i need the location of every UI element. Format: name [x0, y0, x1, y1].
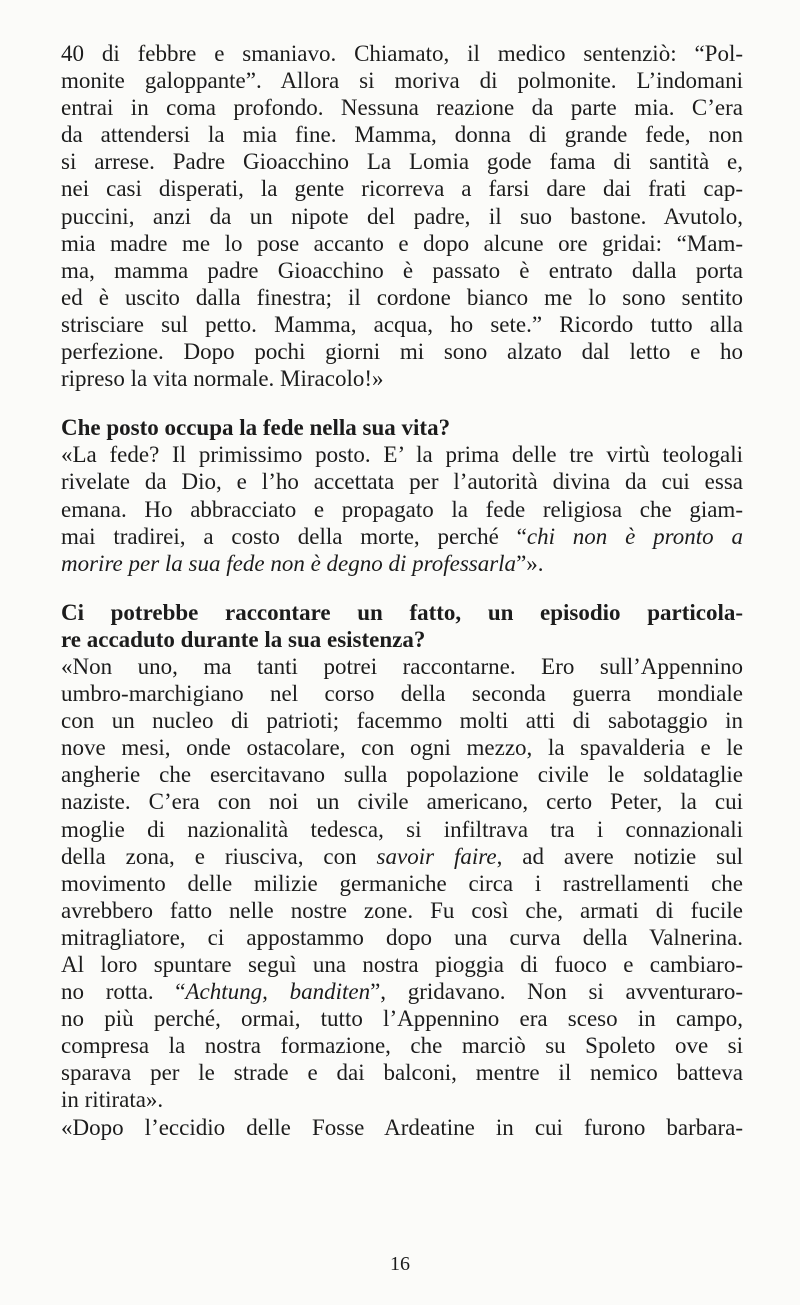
text-line: puccini, anzi da un nipote del padre, il suo bastone. Avutolo,	[61, 203, 743, 229]
text-line: entrai in coma profondo. Nessuna reazione da parte mia. C’era	[61, 95, 743, 121]
paragraph-4	[61, 1114, 743, 1141]
text-line: ed è uscito dalla finestra; il cordone bianco me lo sono sentito	[61, 284, 743, 310]
text-line: da attendersi la mia fine. Mamma, donna di grande fede, non	[61, 122, 743, 148]
text-line: compresa la nostra formazione, che marciò su Spoleto ove si	[61, 1033, 743, 1059]
text-line: avrebbero fatto nelle nostre zone. Fu così che, armati di fucile	[61, 897, 743, 923]
paragraph-2	[61, 441, 743, 576]
text-line: si arrese. Padre Gioacchino La Lomia gode fama di santità e,	[61, 149, 743, 175]
text-line: angherie che esercitavano sulla popolazione civile le soldataglie	[61, 762, 743, 788]
text-line: perfezione. Dopo pochi giorni mi sono alzato dal letto e ho	[61, 339, 743, 365]
text-line: sparava per le strade e dai balconi, mentre il nemico batteva	[61, 1060, 743, 1086]
text-line: Al loro spuntare seguì una nostra pioggia di fuoco e cambiaro-	[61, 952, 743, 977]
text-line: mia madre me lo pose accanto e dopo alcune ore gridai: “Mam-	[61, 230, 743, 256]
italic-phrase: savoir faire	[376, 843, 497, 869]
text-line: strisciare sul petto. Mamma, acqua, ho sete.” Ricordo tutto alla	[61, 311, 743, 337]
text-line: in ritirata».	[61, 1087, 164, 1113]
paragraph-3	[61, 653, 743, 1114]
text-line: naziste. C’era con noi un civile americano, certo Peter, la cui	[61, 789, 743, 815]
text-line: nove mesi, onde ostacolare, con ogni mezzo, la spavalderia e le	[61, 735, 743, 761]
text-line: mitragliatore, ci appostammo dopo una curva della Valnerina.	[61, 924, 743, 950]
text-line: «Non uno, ma tanti potrei raccontarne. Ero sull’Appennino	[61, 653, 743, 679]
page-text	[61, 40, 743, 1141]
text-line: rivelate da Dio, e l’ho accettata per l’autorità divina da cui essa	[61, 469, 743, 495]
text-line: «La fede? Il primissimo posto. E’ la prima delle tre virtù teologali	[61, 442, 743, 468]
text-line: della zona, e riusciva, con savoir faire, ad avere notizie sul	[61, 843, 744, 869]
text-line: no più perché, ormai, tutto l’Appennino era sceso in campo,	[61, 1006, 743, 1032]
page-number: 16	[390, 1253, 410, 1275]
italic-quote: morire per la sua fede non è degno di professarla	[61, 550, 517, 576]
text-line: umbro-marchigiano nel corso della seconda guerra mondiale	[61, 681, 743, 707]
text-line: emana. Ho abbracciato e propagato la fede religiosa che giam-	[61, 496, 743, 522]
text-line: 40 di febbre e smaniavo. Chiamato, il medico sentenziò: “Pol-	[61, 41, 743, 66]
text-line: morire per la sua fede non è degno di professarla”».	[61, 550, 544, 576]
heading-line: re accaduto durante la sua esistenza?	[61, 626, 426, 652]
text-line: ripreso la vita normale. Miracolo!»	[61, 366, 384, 392]
text-line: con un nucleo di patrioti; facemmo molti atti di sabotaggio in	[61, 708, 743, 734]
text-line: nei casi disperati, la gente ricorreva a farsi dare dai frati cap-	[61, 176, 743, 202]
text-line: moglie di nazionalità tedesca, si infiltrava tra i connazionali	[61, 816, 743, 842]
text-line: no rotta. “Achtung, banditen”, gridavano. Non si avventuraro-	[61, 979, 743, 1005]
italic-quote: chi non è pronto a	[526, 523, 744, 549]
heading-line: Ci potrebbe raccontare un fatto, un episodio particola-	[61, 599, 743, 625]
text-line: movimento delle milizie germaniche circa i rastrellamenti che	[61, 870, 743, 896]
text-line: ma, mamma padre Gioacchino è passato è entrato dalla porta	[61, 257, 743, 283]
text-line: monite galoppante”. Allora si moriva di polmonite. L’indomani	[61, 68, 743, 94]
paragraph-1	[61, 40, 743, 392]
italic-phrase: Achtung, banditen	[185, 979, 371, 1005]
text-line: mai tradirei, a costo della morte, perché “chi non è pronto a	[61, 523, 744, 549]
text-line: «Dopo l’eccidio delle Fosse Ardeatine in cui furono barbara-	[61, 1114, 743, 1140]
question-heading-1: Che posto occupa la fede nella sua vita?	[61, 415, 451, 441]
question-heading-2	[61, 599, 743, 653]
